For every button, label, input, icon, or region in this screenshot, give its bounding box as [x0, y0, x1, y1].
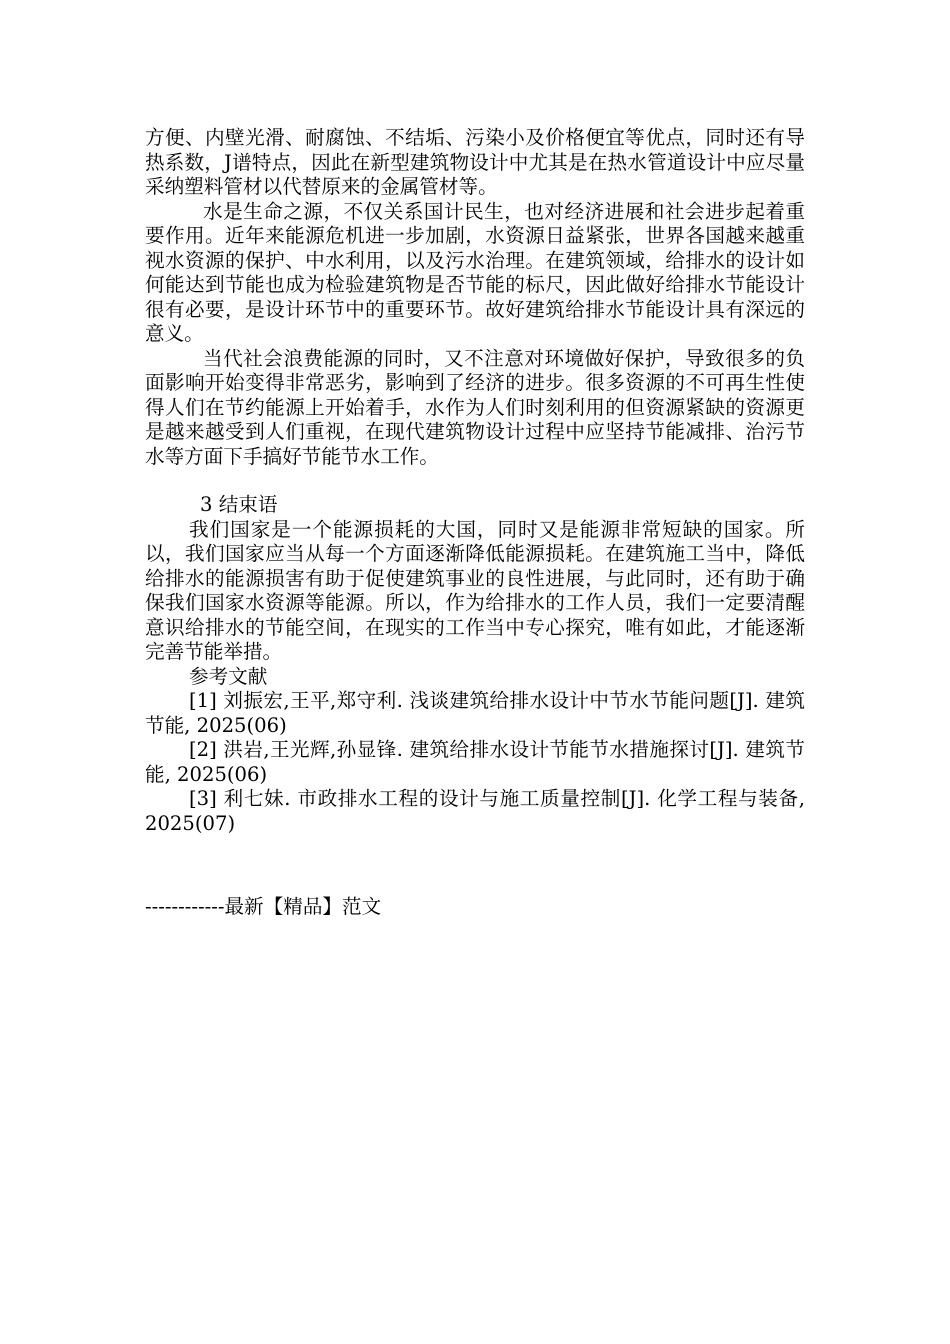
body-paragraph-1: 方便、内壁光滑、耐腐蚀、不结垢、污染小及价格便宜等优点，同时还有导热系数，J谱特点，因此在新型建筑物设计中尤其是在热水管道设计中应尽量采纳塑料管材以代替原来的金属管材等。 — [145, 126, 805, 198]
references-title: 参考文献 — [189, 664, 268, 688]
document-body — [145, 126, 805, 920]
reference-item-3: [3] 利七妹. 市政排水工程的设计与施工质量控制[J]. 化学工程与装备, 2025(07) — [145, 787, 805, 835]
reference-item-2: [2] 洪岩,王光辉,孙显锋. 建筑给排水设计节能节水措施探讨[J]. 建筑节能, 2025(06) — [145, 738, 805, 786]
body-paragraph-2: 水是生命之源，不仅关系国计民生，也对经济进展和社会进步起着重要作用。近年来能源危机进一步加剧，水资源日益紧张，世界各国越来越重视水资源的保护、中水利用，以及污水治理。在建筑领域，给排水的设计如何能达到节能也成为检验建筑物是否节能的标尺，因此做好给排水节能设计很有必要，是设计环节中的重要环节。故好建筑给排水节能设计具有深远的意义。 — [145, 199, 805, 345]
section-heading-conclusion: 3 结束语 — [200, 493, 278, 516]
footer-text: ------------最新【精品】范文 — [145, 895, 382, 918]
reference-item-1: [1] 刘振宏,王平,郑守利. 浅谈建筑给排水设计中节水节能问题[J]. 建筑节能, 2025(06) — [145, 689, 805, 737]
conclusion-paragraph: 我们国家是一个能源损耗的大国，同时又是能源非常短缺的国家。所以，我们国家应当从每一个方面逐渐降低能源损耗。在建筑施工当中，降低给排水的能源损害有助于促使建筑事业的良性进展，与此同时，还有助于确保我们国家水资源等能源。所以，作为给排水的工作人员，我们一定要清醒意识给排水的节能空间，在现实的工作当中专心探究，唯有如此，才能逐渐完善节能举措。 — [145, 517, 805, 663]
body-paragraph-3: 当代社会浪费能源的同时，又不注意对环境做好保护，导致很多的负面影响开始变得非常恶劣，影响到了经济的进步。很多资源的不可再生性使得人们在节约能源上开始着手，水作为人们时刻利用的但资源紧缺的资源更是越来越受到人们重视，在现代建筑物设计过程中应坚持节能减排、治污节水等方面下手搞好节能节水工作。 — [145, 346, 805, 468]
